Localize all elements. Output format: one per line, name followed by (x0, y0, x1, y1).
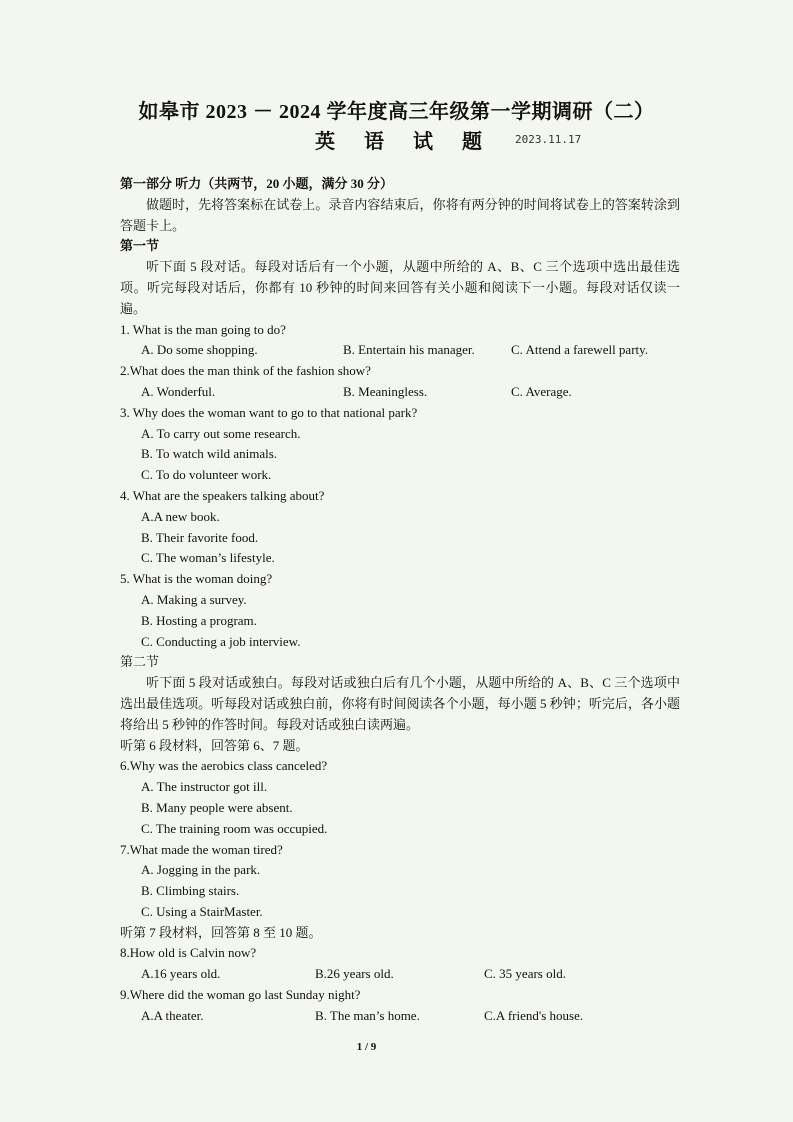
question-stem: 6.Why was the aerobics class canceled? (120, 758, 328, 774)
option-b: B. Their favorite food. (141, 529, 259, 545)
option-b: B. Climbing stairs. (141, 883, 240, 899)
option-c: C. Using a StairMaster. (141, 903, 263, 919)
exam-title: 如皋市 2023 － 2024 学年度高三年级第一学期调研（二） (138, 101, 655, 123)
question-stem: 1. What is the man going to do? (120, 321, 286, 337)
option-c: C.A friend's house. (484, 1007, 584, 1023)
exam-body (120, 174, 680, 1027)
options-row (120, 382, 680, 403)
option-c: C. Attend a farewell party. (511, 342, 649, 358)
option-b: B. Meaningless. (343, 383, 428, 399)
section1-instructions: 听下面 5 段对话。每段对话后有一个小题，从题中所给的 A、B、C 三个选项中选出最佳选项。听完每段对话后，你都有 10 秒钟的时间来回答有关小题和阅读下一小题。每段对话仅读一遍。 (120, 259, 680, 316)
option-c: C. To do volunteer work. (141, 467, 272, 483)
option-c: C. 35 years old. (484, 966, 566, 982)
part1-heading: 第一部分 听力（共两节，20 小题，满分 30 分） (120, 176, 394, 191)
option-a: A.A theater. (141, 1007, 204, 1023)
option-b: B. Hosting a program. (141, 612, 257, 628)
option-a: A. The instructor got ill. (141, 779, 268, 795)
option-b: B.26 years old. (315, 966, 394, 982)
option-b: B. Entertain his manager. (343, 342, 475, 358)
section2-instructions: 听下面 5 段对话或独白。每段对话或独白后有几个小题，从题中所给的 A、B、C 三个选项中选出最佳选项。听每段对话或独白前，你将有时间阅读各个小题，每小题 5 秒钟；听完后，各小题将给出 5 秒钟的作答时间。每段对话或独白读两遍。 (120, 675, 680, 732)
option-a: A. Jogging in the park. (141, 862, 261, 878)
option-b: B. Many people were absent. (141, 799, 293, 815)
exam-date: 2023.11.17 (515, 133, 582, 146)
option-a: A. To carry out some research. (141, 425, 301, 441)
page-number: 1 / 9 (356, 1041, 377, 1053)
question-stem: 3. Why does the woman want to go to that national park? (120, 404, 418, 420)
option-a: A.A new book. (141, 508, 220, 524)
question-stem: 9.Where did the woman go last Sunday night? (120, 987, 361, 1003)
options-row (120, 1006, 680, 1027)
option-b: B. The man’s home. (315, 1007, 420, 1023)
option-b: B. To watch wild animals. (141, 446, 278, 462)
option-a: A. Making a survey. (141, 591, 247, 607)
question-stem: 5. What is the woman doing? (120, 571, 273, 587)
question-stem: 4. What are the speakers talking about? (120, 487, 325, 503)
part1-note: 做题时，先将答案标在试卷上。录音内容结束后，你将有两分钟的时间将试卷上的答案转涂到答题卡上。 (120, 196, 680, 233)
option-c: C. The training room was occupied. (141, 820, 328, 836)
options-row (120, 964, 680, 985)
section2-heading: 第二节 (120, 654, 160, 670)
options-row (120, 340, 680, 361)
option-c: C. The woman’s lifestyle. (141, 550, 275, 566)
material-6-label: 听第 6 段材料，回答第 6、7 题。 (120, 737, 309, 753)
subject-title: 英 语 试 题 (315, 131, 494, 153)
option-a: A. Wonderful. (141, 383, 216, 399)
option-a: A. Do some shopping. (141, 342, 258, 358)
option-a: A.16 years old. (141, 966, 221, 982)
option-c: C. Conducting a job interview. (141, 633, 301, 649)
question-stem: 7.What made the woman tired? (120, 841, 283, 857)
material-7-label: 听第 7 段材料，回答第 8 至 10 题。 (120, 924, 322, 940)
option-c: C. Average. (511, 383, 572, 399)
question-stem: 8.How old is Calvin now? (120, 945, 257, 961)
question-stem: 2.What does the man think of the fashion show? (120, 363, 371, 379)
section1-heading: 第一节 (120, 238, 160, 254)
